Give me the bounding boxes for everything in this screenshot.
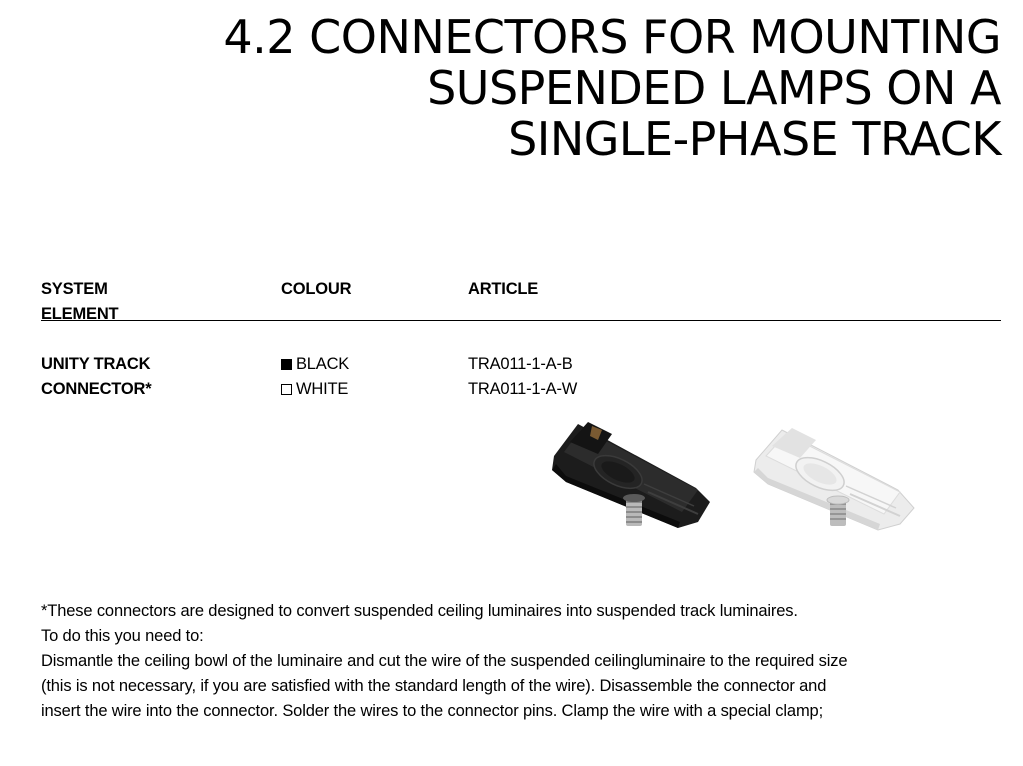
cell-colours (281, 352, 349, 402)
header-article (468, 277, 538, 302)
header-system-element-line: SYSTEM (41, 280, 108, 298)
black-swatch-icon (281, 359, 292, 370)
white-swatch-icon (281, 384, 292, 395)
table-header-divider (41, 320, 1001, 321)
title-line: SINGLE-PHASE TRACK (508, 112, 1001, 166)
footnote-line: Dismantle the ceiling bowl of the luminaire and cut the wire of the suspended ceilingluminaire to the required size (41, 652, 848, 670)
system-element-line: UNITY TRACK (41, 355, 151, 373)
colour-option-black (281, 352, 349, 377)
footnote-line: (this is not necessary, if you are satisfied with the standard length of the wire). Disassemble the connector and (41, 677, 827, 695)
footnote-line: insert the wire into the connector. Solder the wires to the connector pins. Clamp the wire with a special clamp; (41, 702, 824, 720)
footnote-line: *These connectors are designed to convert suspended ceiling luminaires into suspended track luminaires. (41, 602, 798, 620)
title-line: SUSPENDED LAMPS ON A (427, 61, 1001, 115)
header-colour-label: COLOUR (281, 280, 352, 298)
cell-articles (468, 352, 577, 402)
footnote-line: To do this you need to: (41, 627, 204, 645)
header-system-element-line: ELEMENT (41, 305, 119, 323)
colour-option-white (281, 377, 349, 402)
system-element-line: CONNECTOR* (41, 380, 152, 398)
article-code: TRA011-1-A-W (468, 380, 578, 398)
colour-label: WHITE (296, 380, 349, 398)
cell-system-element (41, 352, 151, 402)
article-code: TRA011-1-A-B (468, 355, 573, 373)
white-track-connector-image (750, 424, 918, 534)
header-article-label: ARTICLE (468, 280, 539, 298)
page-title (101, 12, 1001, 165)
title-line: 4.2 CONNECTORS FOR MOUNTING (223, 10, 1001, 64)
header-colour (281, 277, 351, 302)
colour-label: BLACK (296, 355, 350, 373)
black-track-connector-image (548, 418, 716, 536)
footnote-text (41, 599, 1001, 724)
